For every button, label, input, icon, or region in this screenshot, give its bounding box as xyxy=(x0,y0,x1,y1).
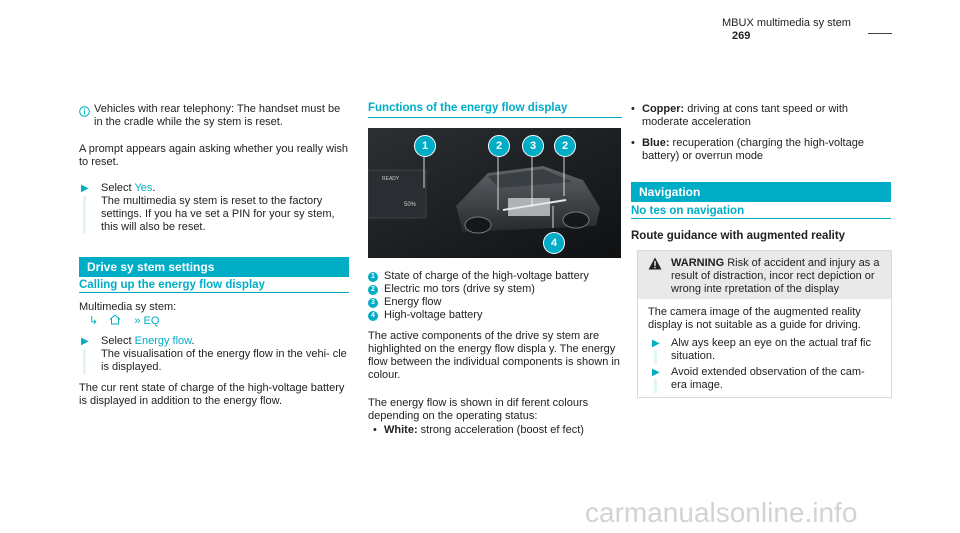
warning-triangle-icon xyxy=(648,257,662,275)
page-number-underline xyxy=(868,33,892,34)
bullet-copper xyxy=(642,103,887,129)
warning-step-2: Avoid extended observation of the cam- era image. xyxy=(671,366,865,391)
legend-number: 2 xyxy=(368,285,378,295)
info-icon xyxy=(79,104,90,122)
battery-percent: 50% xyxy=(404,202,417,208)
heading-functions: Functions of the energy flow display xyxy=(368,102,568,114)
heading-augmented-reality: Route guidance with augmented reality xyxy=(631,230,846,242)
legend-number: 1 xyxy=(368,272,378,282)
watermark: carmanualsonline.info xyxy=(585,497,858,528)
step-arrow-icon: ▶ xyxy=(81,183,89,194)
callout-badge: 2 xyxy=(488,135,510,157)
warning-text xyxy=(671,257,885,296)
callout-badge: 4 xyxy=(543,232,565,254)
chevron-right-icon: » xyxy=(134,315,141,327)
step-bar xyxy=(654,379,657,393)
navigation-path xyxy=(89,314,159,328)
paragraph-colours: The energy flow is shown in dif ferent colours depending on the operating status: xyxy=(368,397,589,422)
path-label: Multimedia sy stem: xyxy=(79,301,177,313)
yes-link[interactable]: Yes xyxy=(134,182,153,194)
step-suffix: . xyxy=(152,182,156,194)
final-text: The cur rent state of charge of the high-voltage battery is displayed in addition to the energy flow. xyxy=(79,382,345,407)
legend-text: High-voltage battery xyxy=(384,309,483,321)
header-section: MBUX multimedia sy stem xyxy=(722,17,851,29)
legend-number: 4 xyxy=(368,311,378,321)
step-prefix: Select xyxy=(101,182,135,194)
bullet-text: driving at cons tant speed or with moderate acceleration xyxy=(642,103,849,128)
warning-body: The camera image of the augmented reality display is not suitable as a guide for driving. xyxy=(648,306,861,331)
warning-box xyxy=(637,250,892,398)
bullet-label: White: xyxy=(384,424,418,436)
step-result-text: The multimedia sy stem is reset to the factory settings. If you ha ve set a PIN for your sy stem, this will also be reset. xyxy=(101,195,335,233)
step-arrow-icon: ▶ xyxy=(652,367,660,378)
subheading-rule xyxy=(631,218,891,219)
legend-item xyxy=(368,296,628,309)
note-text: Vehicles with rear telephony: The handset must be in the cradle while the sy stem is reset. xyxy=(94,103,341,128)
step-result-text: The visualisation of the energy flow in the vehi- cle is displayed. xyxy=(101,348,347,373)
step-bar xyxy=(83,196,86,234)
energy-flow-link[interactable]: Energy flow xyxy=(134,335,192,347)
step-prefix: Select xyxy=(101,335,135,347)
warning-step-1: Alw ays keep an eye on the actual traf fic situation. xyxy=(671,337,871,362)
step-arrow-icon: ▶ xyxy=(81,336,89,347)
legend-list xyxy=(368,270,628,322)
prompt-text: A prompt appears again asking whether you really wish to reset. xyxy=(79,143,349,168)
ready-label: READY xyxy=(382,176,400,182)
energy-flow-image xyxy=(368,128,621,258)
step-arrow-icon: ▶ xyxy=(652,338,660,349)
bullet-label: Blue: xyxy=(642,137,670,149)
legend-item xyxy=(368,270,628,283)
step-select-energy-flow xyxy=(101,335,351,348)
step-suffix: . xyxy=(191,335,195,347)
step-bar xyxy=(83,349,86,374)
section-bar-drive-system: Drive sy stem settings xyxy=(79,257,349,277)
callout-badge: 1 xyxy=(414,135,436,157)
bullet-white xyxy=(384,424,624,437)
path-arrow-icon: ↳ xyxy=(89,315,99,327)
legend-text: Energy flow xyxy=(384,296,442,308)
step-bar xyxy=(654,350,657,364)
section-bar-navigation: Navigation xyxy=(631,182,891,202)
subheading-energy-flow: Calling up the energy flow display xyxy=(79,279,265,291)
running-header xyxy=(722,17,882,43)
callout-badge: 2 xyxy=(554,135,576,157)
warning-message: Risk of accident and injury as a result of distraction, incor rect depiction or wrong inte rpretation of the display xyxy=(671,257,880,295)
path-eq[interactable]: EQ xyxy=(143,315,160,327)
legend-text: Electric mo tors (drive sy stem) xyxy=(384,283,535,295)
bullet-text: recuperation (charging the high-voltage battery) or overrun mode xyxy=(642,137,864,162)
warning-label: WARNING xyxy=(671,257,725,269)
bullet-blue xyxy=(642,137,887,163)
step-select-yes xyxy=(101,182,351,195)
bullet-label: Copper: xyxy=(642,103,685,115)
legend-text: State of charge of the high-voltage battery xyxy=(384,270,589,282)
legend-number: 3 xyxy=(368,298,378,308)
legend-item xyxy=(368,283,628,296)
callout-badge: 3 xyxy=(522,135,544,157)
heading-rule xyxy=(368,117,622,118)
bullet-text: strong acceleration (boost ef fect) xyxy=(417,424,584,436)
paragraph-components: The active components of the drive sy stem are highlighted on the energy flow displa y. The energy flow between the individual components is shown in colour. xyxy=(368,330,620,381)
subheading-rule xyxy=(79,292,349,293)
home-icon[interactable] xyxy=(109,314,121,325)
page-number: 269 xyxy=(732,30,751,42)
legend-item xyxy=(368,309,628,322)
subheading-notes-navigation: No tes on navigation xyxy=(631,205,745,217)
